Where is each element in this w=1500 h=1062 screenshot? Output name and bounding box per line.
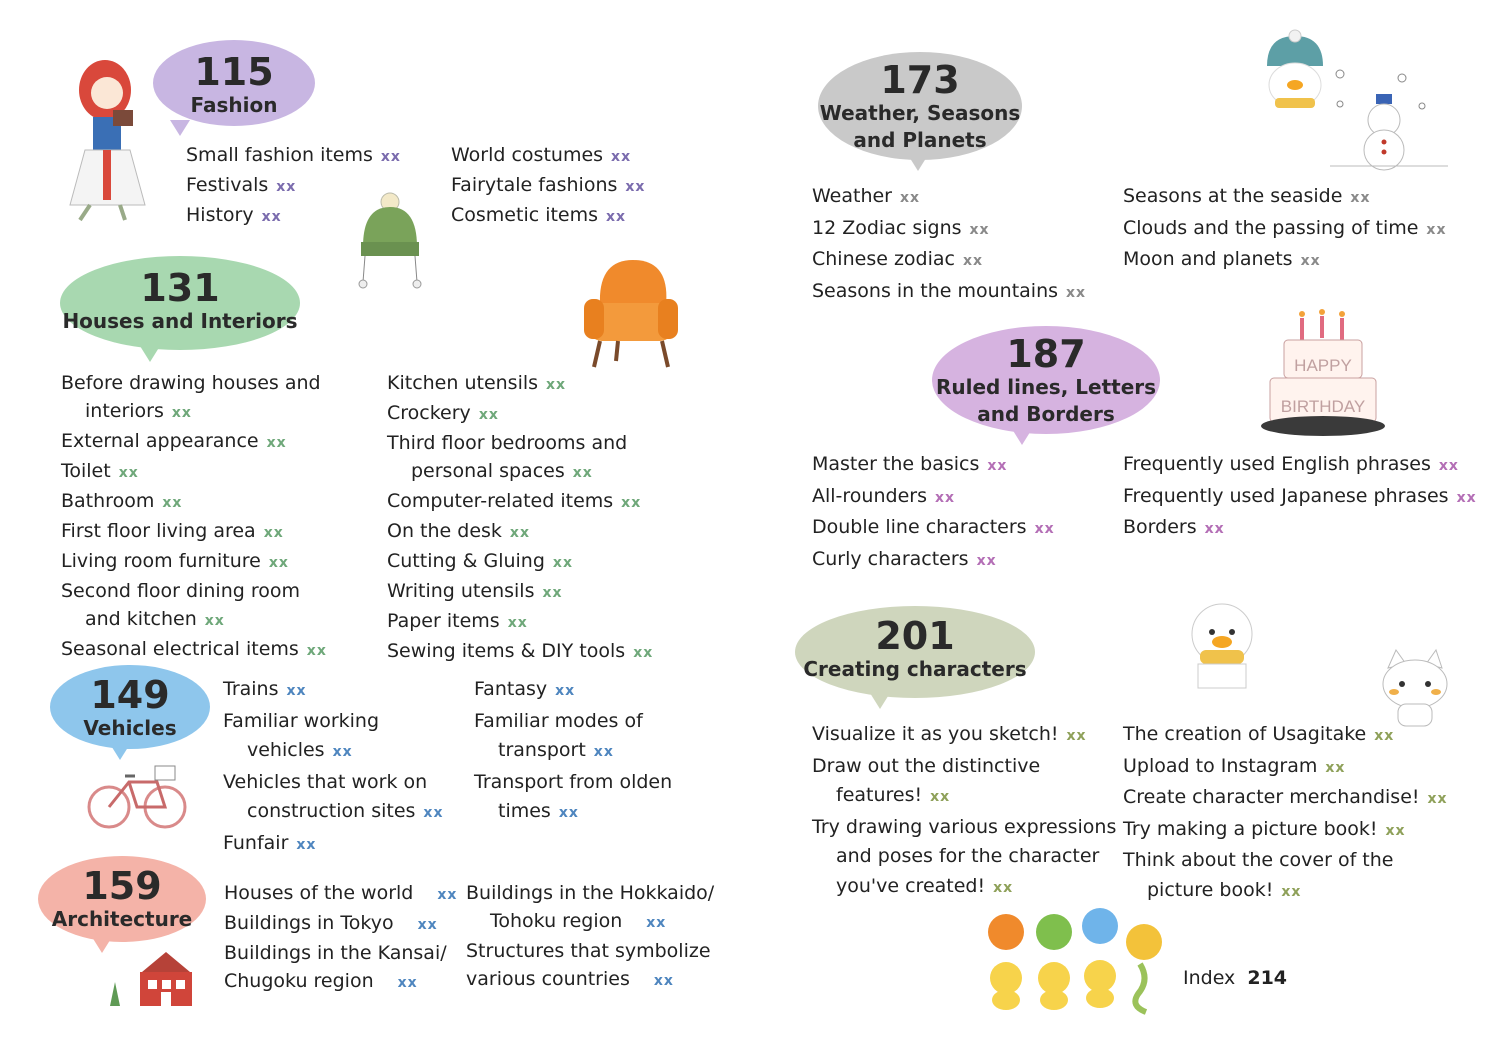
index-entry[interactable]: Seasons at the seaside xx <box>1123 185 1371 207</box>
index-entry[interactable]: Seasonal electrical items xx <box>61 638 327 660</box>
girl-in-folk-costume-icon <box>55 55 155 225</box>
section-number: 201 <box>875 614 955 658</box>
section-bubble-houses <box>60 256 300 350</box>
index-entry[interactable]: Festivals xx <box>186 174 297 196</box>
index-entry[interactable]: Borders xx <box>1123 516 1225 538</box>
index-entry[interactable]: Buildings in the Kansai/ <box>224 942 447 964</box>
section-bubble-characters <box>795 606 1035 698</box>
section-title-line1: Weather, Seasons <box>819 101 1021 125</box>
section-number: 173 <box>880 58 960 102</box>
index-entry[interactable]: personal spaces xx <box>411 460 593 482</box>
duck-character-icon <box>1182 600 1262 695</box>
index-entry[interactable]: First floor living area xx <box>61 520 284 542</box>
index-entry[interactable]: Living room furniture xx <box>61 550 289 572</box>
index-entry[interactable]: interiors xx <box>85 400 192 422</box>
characters-list-left <box>812 720 1116 903</box>
section-title: Fashion <box>190 93 278 117</box>
index-entry[interactable]: History xx <box>186 204 282 226</box>
houses-list-right <box>387 369 653 667</box>
section-bubble-fashion <box>153 40 315 126</box>
index-entry[interactable]: Familiar working <box>223 709 380 732</box>
index-entry[interactable]: Try making a picture book! xx <box>1123 817 1406 840</box>
index-entry[interactable]: 12 Zodiac signs xx <box>812 216 990 239</box>
index-entry[interactable]: Moon and planets xx <box>1123 248 1321 270</box>
index-entry[interactable]: Buildings in Tokyo xx <box>224 912 438 934</box>
index-entry[interactable]: Kitchen utensils xx <box>387 372 567 394</box>
index-entry[interactable]: and kitchen xx <box>85 608 225 630</box>
index-entry[interactable]: Visualize it as you sketch! xx <box>812 723 1087 745</box>
index-entry[interactable]: Master the basics xx <box>812 453 1008 475</box>
index-entry[interactable]: Upload to Instagram xx <box>1123 754 1346 777</box>
index-entry[interactable]: Chinese zodiac xx <box>812 248 984 270</box>
index-entry[interactable]: Cosmetic items xx <box>451 204 627 226</box>
red-house-icon <box>106 948 206 1008</box>
index-entry[interactable]: Bathroom xx <box>61 490 183 512</box>
section-number: 187 <box>1006 332 1086 376</box>
index-entry[interactable]: Seasons in the mountains xx <box>812 279 1087 302</box>
weather-list-left <box>812 182 1086 308</box>
ruled-list-right <box>1123 450 1477 545</box>
index-entry[interactable]: Houses of the world xx <box>224 882 458 904</box>
index-entry[interactable]: Writing utensils xx <box>387 580 563 602</box>
section-title: Vehicles <box>83 716 177 740</box>
index-entry[interactable]: Buildings in the Hokkaido/ <box>466 882 715 904</box>
index-entry[interactable]: Small fashion items xx <box>186 144 401 166</box>
index-entry[interactable]: Trains xx <box>223 678 307 700</box>
index-entry[interactable]: vehicles xx <box>247 739 353 761</box>
page-footer <box>1183 967 1287 989</box>
index-entry[interactable]: Frequently used English phrases xx <box>1123 453 1459 475</box>
section-title-line2: and Planets <box>853 128 987 152</box>
index-entry[interactable]: features! xx <box>836 784 951 806</box>
index-entry[interactable]: picture book! xx <box>1147 878 1302 901</box>
index-entry[interactable]: All-rounders xx <box>812 484 956 507</box>
section-title: Architecture <box>51 907 193 931</box>
weather-list-right <box>1123 182 1446 277</box>
katakana-chicks-icon <box>980 908 1170 1018</box>
section-bubble-ruled <box>932 326 1160 434</box>
index-entry[interactable]: Fantasy xx <box>474 678 576 700</box>
index-entry[interactable]: The creation of Usagitake xx <box>1123 723 1395 745</box>
index-entry[interactable]: Double line characters xx <box>812 516 1055 538</box>
cake-text-birthday: BIRTHDAY <box>1280 397 1366 416</box>
index-entry[interactable]: Curly characters xx <box>812 547 997 570</box>
ruled-list-left <box>812 450 1055 576</box>
index-entry[interactable]: Tohoku region xx <box>490 910 667 932</box>
birthday-cake-icon <box>1258 308 1388 438</box>
section-title: Houses and Interiors <box>62 309 298 333</box>
index-label: Index <box>1183 967 1236 989</box>
index-entry[interactable]: External appearance xx <box>61 430 287 452</box>
index-entry[interactable]: Structures that symbolize <box>466 940 711 962</box>
section-title-line2: and Borders <box>977 402 1115 426</box>
index-entry[interactable]: Cutting & Gluing xx <box>387 550 573 572</box>
index-entry[interactable]: Crockery xx <box>387 402 499 424</box>
bubble-tail <box>870 693 890 709</box>
fashion-list-right <box>451 141 645 231</box>
index-entry[interactable]: construction sites xx <box>247 800 444 822</box>
section-title-line1: Ruled lines, Letters <box>935 375 1157 399</box>
index-entry[interactable]: you've created! xx <box>836 874 1014 897</box>
index-entry[interactable]: Familiar modes of <box>474 709 643 732</box>
index-entry[interactable]: Third floor bedrooms and <box>387 432 628 454</box>
bicycle-icon <box>87 762 187 832</box>
index-entry[interactable]: World costumes xx <box>451 144 632 166</box>
vehicles-list-left <box>223 675 443 860</box>
index-entry[interactable]: Draw out the distinctive <box>812 754 1041 777</box>
index-entry[interactable]: Think about the cover of the <box>1123 849 1394 871</box>
index-entry[interactable]: Fairytale fashions xx <box>451 174 646 196</box>
index-entry[interactable]: Funfair xx <box>223 831 317 854</box>
index-entry[interactable]: Computer-related items xx <box>387 490 642 512</box>
index-entry[interactable]: various countries xx <box>466 968 674 990</box>
index-entry[interactable]: transport xx <box>498 739 614 761</box>
index-entry[interactable]: Transport from olden <box>474 770 673 793</box>
vehicles-list-right <box>474 675 672 829</box>
page-number: 214 <box>1247 967 1288 989</box>
architecture-list-left <box>224 879 457 997</box>
cat-character-icon <box>1378 650 1453 730</box>
bubble-tail <box>140 346 160 362</box>
index-entry[interactable]: times xx <box>498 800 579 822</box>
section-number: 149 <box>90 673 170 717</box>
index-entry[interactable]: Second floor dining room <box>61 580 300 602</box>
section-bubble-vehicles <box>50 665 210 749</box>
section-bubble-architecture <box>38 856 206 942</box>
bubble-tail <box>170 120 190 136</box>
bubble-tail <box>1012 429 1032 445</box>
section-number: 131 <box>140 266 220 310</box>
index-entry[interactable]: Chugoku region xx <box>224 970 418 992</box>
bubble-tail <box>110 744 130 760</box>
index-entry[interactable]: and poses for the character <box>836 845 1100 867</box>
index-entry[interactable]: Before drawing houses and <box>61 372 321 394</box>
characters-list-right <box>1123 720 1448 907</box>
index-entry[interactable]: Sewing items & DIY tools xx <box>387 640 654 662</box>
index-entry[interactable]: Weather xx <box>812 185 921 207</box>
index-entry[interactable]: Create character merchandise! xx <box>1123 786 1448 808</box>
snowman-icon <box>1330 70 1450 170</box>
index-entry[interactable]: Toilet xx <box>61 460 139 482</box>
architecture-list-right <box>466 879 714 995</box>
houses-list-left <box>61 369 327 665</box>
cake-text-happy: HAPPY <box>1294 356 1352 375</box>
section-number: 159 <box>82 864 162 908</box>
section-title: Creating characters <box>803 657 1027 681</box>
section-number: 115 <box>194 50 274 94</box>
bubble-tail <box>908 155 928 171</box>
section-bubble-weather <box>818 52 1022 160</box>
armchair-icon <box>578 255 678 370</box>
index-entry[interactable]: Vehicles that work on <box>223 770 428 793</box>
index-entry[interactable]: Clouds and the passing of time xx <box>1123 216 1447 239</box>
index-entry[interactable]: Frequently used Japanese phrases xx <box>1123 484 1477 507</box>
index-entry[interactable]: Try drawing various expressions <box>812 815 1117 838</box>
index-entry[interactable]: Paper items xx <box>387 610 528 632</box>
duck-with-hat-icon <box>1255 30 1335 120</box>
index-entry[interactable]: On the desk xx <box>387 520 530 542</box>
knit-hat-icon <box>355 192 425 292</box>
